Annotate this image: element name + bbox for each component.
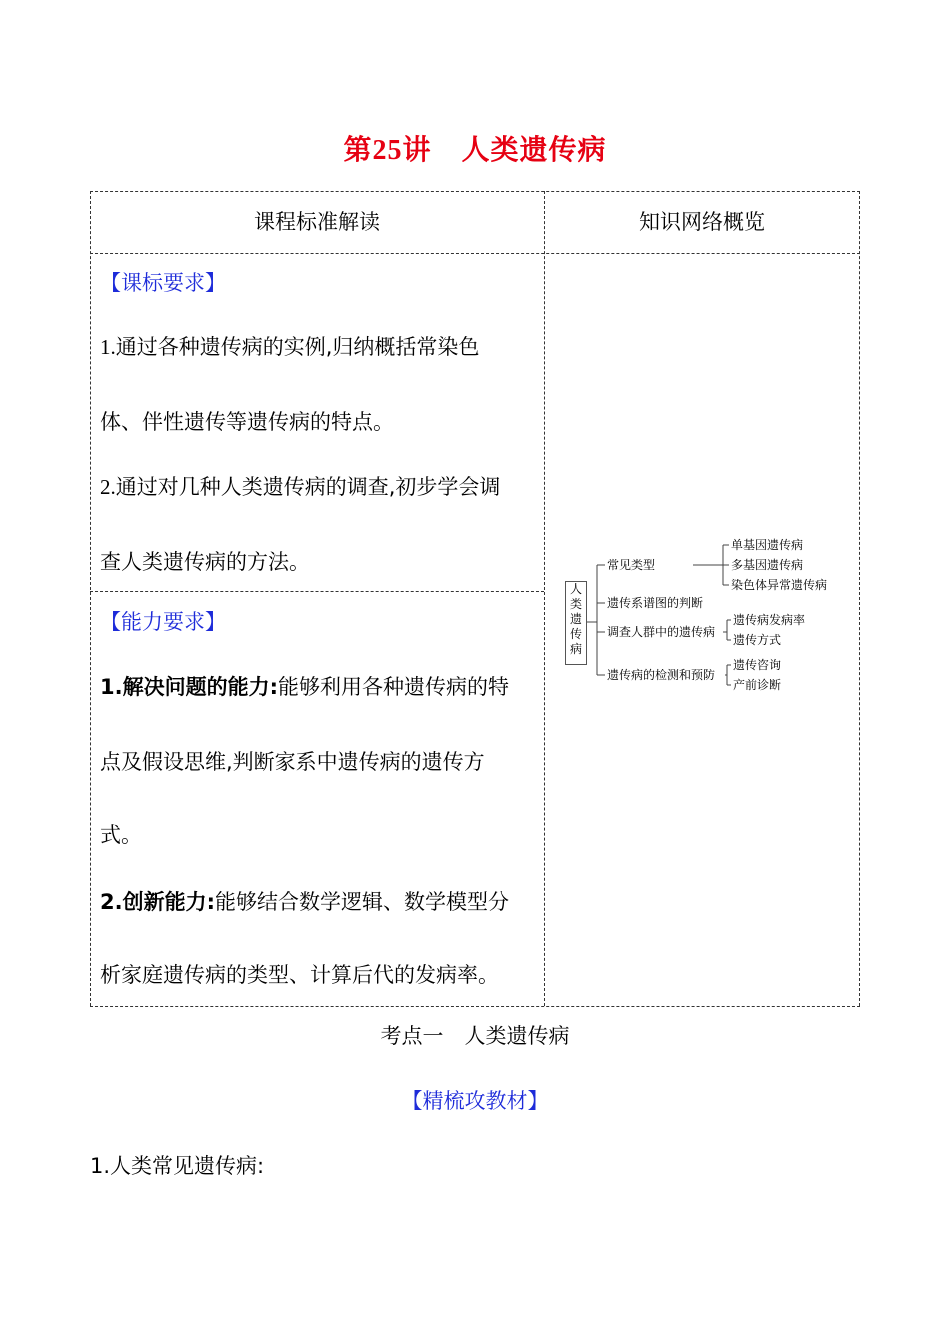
ability-item-2-line-1 (100, 886, 540, 916)
ability-item-1-line-1 (100, 671, 540, 701)
mindmap-branch-detection: 遗传病的检测和预防 (607, 668, 716, 682)
ability-label: 2.创新能力: (100, 890, 215, 914)
table-border-bottom (90, 1006, 860, 1007)
curriculum-item-1-line-2: 体、伴性遗传等遗传病的特点。 (100, 410, 394, 434)
table-border-left (90, 191, 91, 1006)
ability-label: 1.解决问题的能力: (100, 675, 278, 699)
item-number: 2. (100, 475, 116, 499)
section-title: 考点一 人类遗传病 (380, 1024, 570, 1048)
root-char: 传 (569, 627, 582, 641)
ability-item-1-line-3: 式。 (100, 823, 142, 847)
table-row-divider (90, 591, 544, 592)
root-char: 遗 (569, 612, 582, 626)
title-number: 25 (372, 135, 403, 166)
subsection-title: 【精梳攻教材】 (401, 1089, 549, 1113)
header-knowledge-network: 知识网络概览 (639, 210, 765, 234)
curriculum-heading: 【课标要求】 (100, 271, 226, 295)
table-border-right (859, 191, 860, 1006)
root-char: 病 (569, 642, 582, 656)
mindmap-branch-survey: 调查人群中的遗传病 (607, 625, 716, 639)
ability-heading: 【能力要求】 (100, 610, 226, 634)
table-header-divider (90, 253, 860, 254)
title-suffix: 讲 (402, 133, 432, 166)
mindmap-leaf: 产前诊断 (733, 678, 782, 692)
ability-text: 能够结合数学逻辑、数学模型分 (215, 890, 509, 914)
ability-item-2-line-2: 析家庭遗传病的类型、计算后代的发病率。 (100, 963, 499, 987)
root-char: 人 (569, 582, 582, 596)
overview-table (90, 191, 860, 1006)
title-prefix: 第 (343, 133, 373, 166)
page-title (0, 128, 950, 168)
mindmap-root (565, 581, 587, 665)
root-char: 类 (569, 597, 582, 611)
mindmap-branch-common-types: 常见类型 (607, 558, 656, 572)
item-number: 1. (100, 335, 116, 359)
ability-text: 能够利用各种遗传病的特 (278, 675, 509, 699)
mindmap-branch-pedigree: 遗传系谱图的判断 (607, 596, 704, 610)
curriculum-item-1-line-1 (100, 331, 540, 361)
title-name: 人类遗传病 (461, 133, 607, 166)
header-curriculum: 课程标准解读 (254, 210, 380, 234)
ability-item-1-line-2: 点及假设思维,判断家系中遗传病的遗传方 (100, 750, 485, 774)
mindmap-leaf: 单基因遗传病 (731, 538, 804, 552)
item-text: 通过对几种人类遗传病的调查,初步学会调 (115, 475, 501, 499)
mindmap-leaf: 多基因遗传病 (731, 558, 804, 572)
item-text: 通过各种遗传病的实例,归纳概括常染色 (115, 335, 480, 359)
paragraph-1: 1.人类常见遗传病: (90, 1154, 265, 1178)
mindmap-leaf: 遗传方式 (733, 633, 782, 647)
mindmap-leaf: 遗传病发病率 (733, 613, 806, 627)
mindmap-leaf: 遗传咨询 (733, 658, 782, 672)
curriculum-item-2-line-1 (100, 471, 540, 501)
curriculum-item-2-line-2: 查人类遗传病的方法。 (100, 550, 310, 574)
mindmap-leaf: 染色体异常遗传病 (731, 578, 828, 592)
table-column-divider (544, 191, 545, 1006)
